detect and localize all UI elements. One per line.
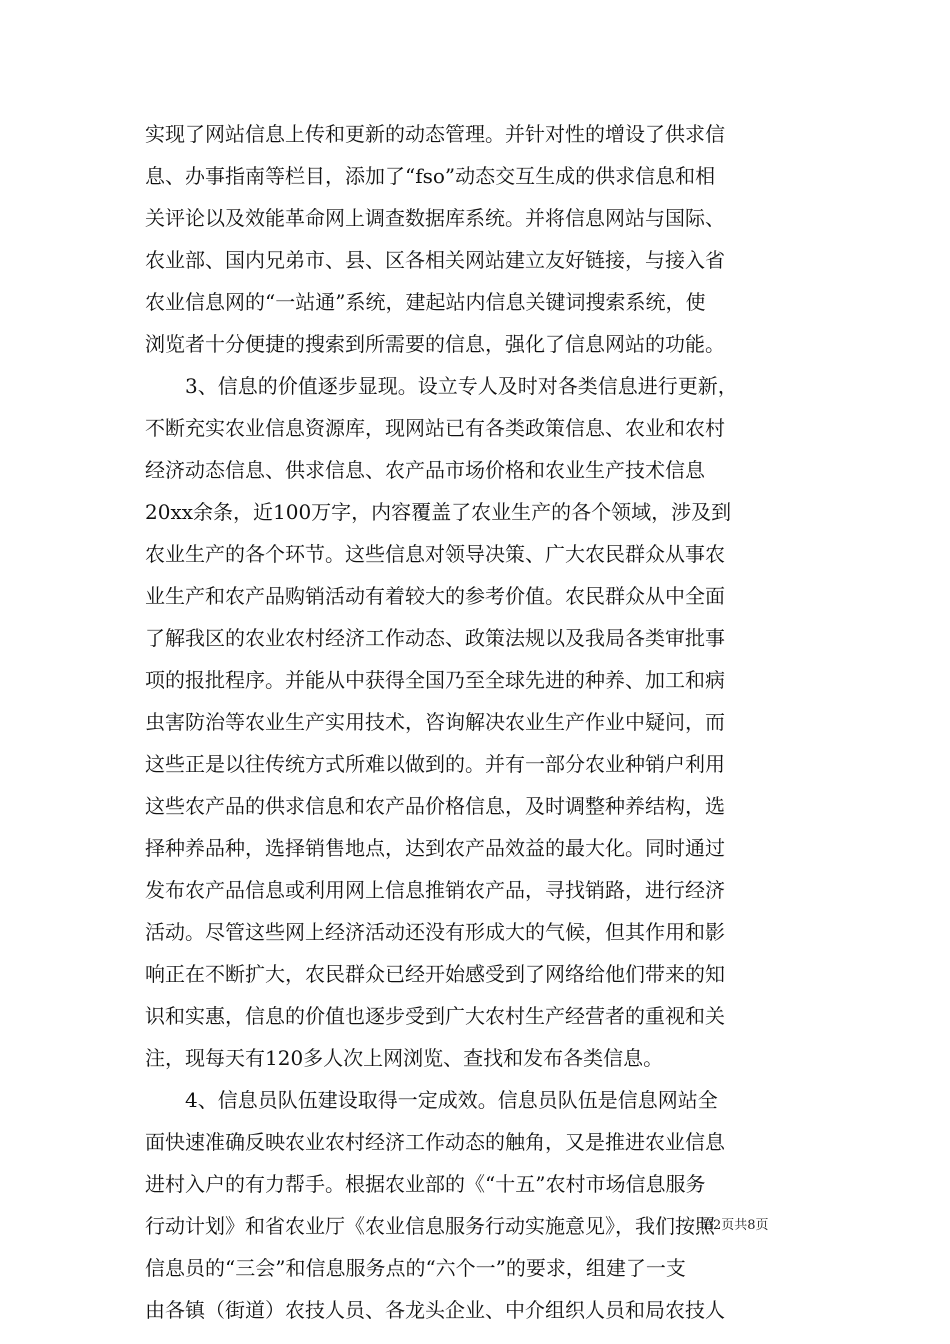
- text-line: 息、办事指南等栏目，添加了“fso”动态交互生成的供求信息和相: [145, 164, 716, 188]
- text-line: 发布农产品信息或利用网上信息推销农产品，寻找销路，进行经济: [145, 878, 725, 902]
- text-line: 信息员的“三会”和信息服务点的“六个一”的要求，组建了一支: [145, 1256, 686, 1280]
- text-line: 面快速准确反映农业农村经济工作动态的触角，又是推进农业信息: [145, 1130, 725, 1154]
- text-line: 识和实惠，信息的价值也逐步受到广大农村生产经营者的重视和关: [145, 1004, 725, 1028]
- text-line: 进村入户的有力帮手。根据农业部的《“十五”农村市场信息服务: [145, 1172, 706, 1196]
- text-line: 关评论以及效能革命网上调查数据库系统。并将信息网站与国际、: [145, 206, 725, 230]
- text-line: 这些正是以往传统方式所难以做到的。并有一部分农业种销户利用: [145, 752, 725, 776]
- text-line: 农业信息网的“一站通”系统，建起站内信息关键词搜索系统，使: [145, 290, 706, 314]
- text-line: 实现了网站信息上传和更新的动态管理。并针对性的增设了供求信: [145, 122, 725, 146]
- text-line: 择种养品种，选择销售地点，达到农产品效益的最大化。同时通过: [145, 836, 725, 860]
- text-line: 由各镇（街道）农技人员、各龙头企业、中介组织人员和局农技人: [145, 1298, 725, 1322]
- document-body: [145, 113, 805, 1331]
- text-line: 20xx余条，近100万字，内容覆盖了农业生产的各个领域，涉及到: [145, 500, 732, 524]
- paragraph-start-line: 4、信息员队伍建设取得一定成效。信息员队伍是信息网站全: [185, 1088, 718, 1112]
- text-line: 项的报批程序。并能从中获得全国乃至全球先进的种养、加工和病: [145, 668, 725, 692]
- text-line: 这些农产品的供求信息和农产品价格信息，及时调整种养结构，选: [145, 794, 725, 818]
- page-number-footer: 第2页共8页: [700, 1218, 769, 1233]
- text-line: 经济动态信息、供求信息、农产品市场价格和农业生产技术信息: [145, 458, 705, 482]
- text-line: 不断充实农业信息资源库，现网站已有各类政策信息、农业和农村: [145, 416, 725, 440]
- text-line: 行动计划》和省农业厅《农业信息服务行动实施意见》，我们按照: [145, 1214, 715, 1238]
- paragraph-start-line: 3、信息的价值逐步显现。设立专人及时对各类信息进行更新，: [185, 374, 738, 398]
- text-line: 浏览者十分便捷的搜索到所需要的信息，强化了信息网站的功能。: [145, 332, 725, 356]
- text-line: 农业部、国内兄弟市、县、区各相关网站建立友好链接，与接入省: [145, 248, 725, 272]
- text-line: 农业生产的各个环节。这些信息对领导决策、广大农民群众从事农: [145, 542, 725, 566]
- text-line: 响正在不断扩大，农民群众已经开始感受到了网络给他们带来的知: [145, 962, 725, 986]
- text-line: 注，现每天有120多人次上网浏览、查找和发布各类信息。: [145, 1046, 664, 1070]
- text-line: 虫害防治等农业生产实用技术，咨询解决农业生产作业中疑问，而: [145, 710, 725, 734]
- text-line: 活动。尽管这些网上经济活动还没有形成大的气候，但其作用和影: [145, 920, 725, 944]
- text-line: 业生产和农产品购销活动有着较大的参考价值。农民群众从中全面: [145, 584, 725, 608]
- text-line: 了解我区的农业农村经济工作动态、政策法规以及我局各类审批事: [145, 626, 725, 650]
